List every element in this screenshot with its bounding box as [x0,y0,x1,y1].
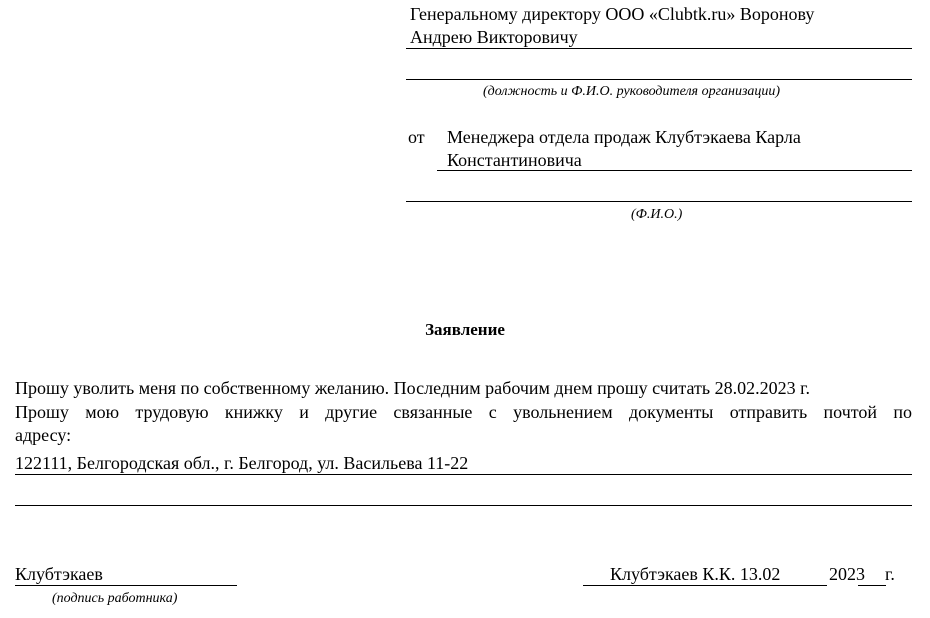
sender-line-2: Константиновича [447,150,582,170]
address-underline-1 [15,474,912,475]
sender-underline-1 [437,170,912,171]
year-underline [858,585,886,586]
recipient-line-1: Генеральному директору ООО «Clubtk.ru» Воронову [410,4,815,24]
body-line-1: Прошу уволить меня по собственному желанию. Последним рабочим днем прошу считать 28.02.2023 г. [15,378,810,398]
address-underline-2 [15,505,912,506]
year-text: 2023 [829,564,865,584]
signature-underline [15,585,237,586]
recipient-line-2: Андрею Викторовичу [410,27,578,47]
address-text: 122111, Белгородская обл., г. Белгород, ул. Васильева 11-22 [15,453,469,473]
signature-text: Клубтэкаев [15,564,103,584]
name-date-text: Клубтэкаев К.К. 13.02 [610,564,781,584]
sender-line-1: Менеджера отдела продаж Клубтэкаева Карла [447,127,801,147]
year-suffix: г. [885,564,895,584]
signature-caption: (подпись работника) [52,591,178,606]
sender-underline-2 [406,201,912,202]
document-title: Заявление [425,320,505,339]
from-label: от [408,127,425,147]
recipient-caption: (должность и Ф.И.О. руководителя организации) [483,84,781,99]
recipient-underline-1 [406,48,912,49]
body-line-3: адресу: [15,425,72,445]
body-line-2: Прошу мою трудовую книжку и другие связанные с увольнением документы отправить почтой по [15,402,912,422]
recipient-underline-2 [406,79,912,80]
sender-caption: (Ф.И.О.) [631,207,683,222]
name-date-underline [583,585,827,586]
